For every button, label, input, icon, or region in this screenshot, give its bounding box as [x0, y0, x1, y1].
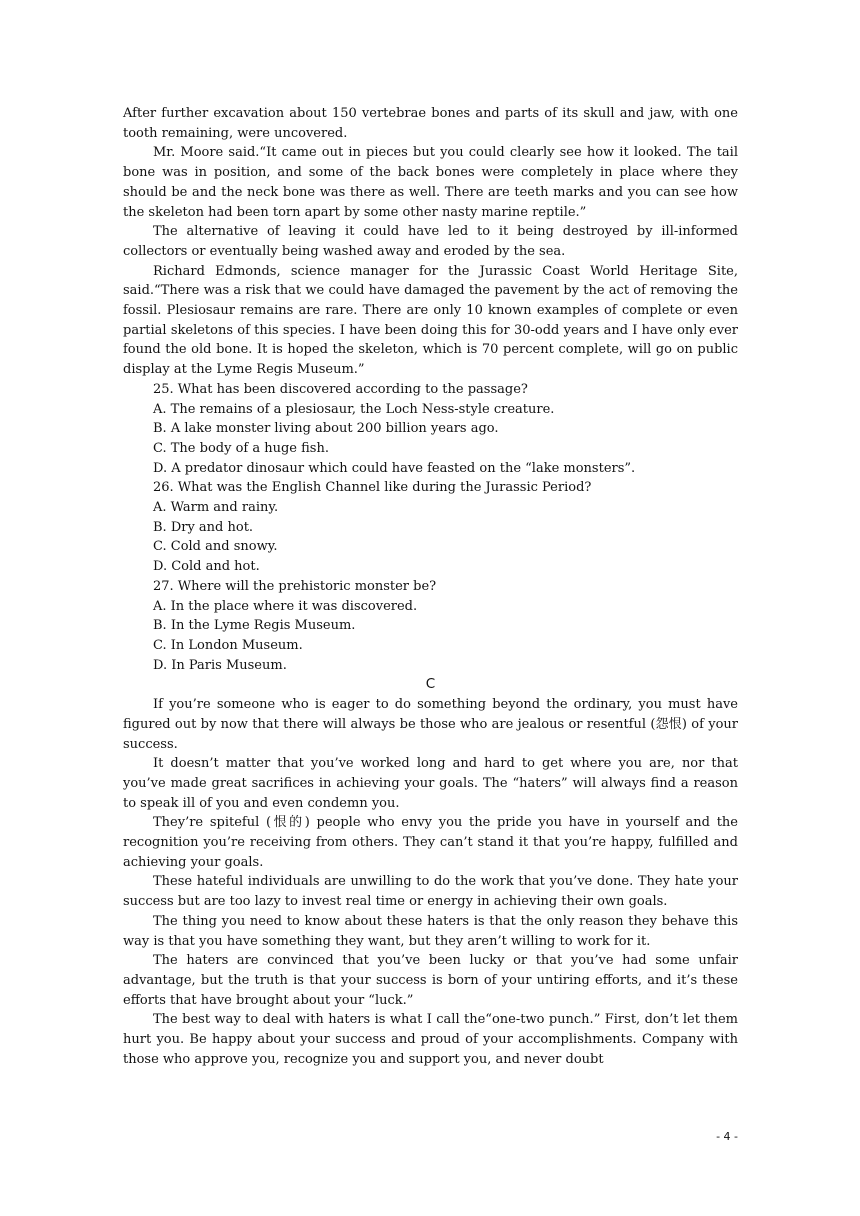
question-27 — [123, 577, 738, 676]
document-body — [123, 104, 738, 1069]
passage-b-paragraph-3: The alternative of leaving it could have led to it being destroyed by ill-informed collectors or eventually being washed away and eroded by the sea. — [123, 224, 738, 259]
section-heading: C — [425, 676, 436, 693]
question-stem: 27. Where will the prehistoric monster be? — [153, 578, 437, 594]
passage-c-paragraph-5: The thing you need to know about these haters is that the only reason they behave this way is that you have something they want, but they aren’t willing to work for it. — [123, 913, 738, 949]
question-option: A. The remains of a plesiosaur, the Loch Ness-style creature. — [153, 401, 555, 417]
question-option: B. Dry and hot. — [153, 519, 254, 535]
passage-c-paragraph-1: If you’re someone who is eager to do something beyond the ordinary, you must have figured out by now that there will always be those who are jealous or resentful (怨恨) of your success. — [123, 697, 738, 752]
question-26 — [123, 478, 738, 577]
question-stem: 25. What has been discovered according to the passage? — [153, 381, 528, 397]
passage-c-paragraph-7: The best way to deal with haters is what I call the“one-two punch.” First, don’t let them hurt you. Be happy about your success and proud of your accomplishments. Company with those who approve you, recognize you and support you, and never doubt — [123, 1012, 738, 1067]
question-option: D. A predator dinosaur which could have feasted on the “lake monsters”. — [153, 460, 636, 476]
question-option: B. A lake monster living about 200 billion years ago. — [153, 421, 499, 437]
question-option: A. Warm and rainy. — [153, 500, 279, 516]
question-option: D. Cold and hot. — [153, 559, 260, 575]
passage-c-paragraph-4: These hateful individuals are unwilling to do the work that you’ve done. They hate your success but are too lazy to invest real time or energy in achieving their own goals. — [123, 874, 738, 910]
question-25 — [123, 380, 738, 479]
passage-b-paragraph-4: Richard Edmonds, science manager for the Jurassic Coast World Heritage Site, said.“There was a risk that we could have damaged the pavement by the act of removing the fossil. Plesiosaur remains are rare. There are only 10 known examples of complete or even partial skeletons of this species. I have been doing this for 30-odd years and I have only ever found the old bone. It is hoped the skeleton, which is 70 percent complete, will go on public display at the Lyme Regis Museum.” — [123, 263, 738, 378]
passage-c-paragraph-6: The haters are convinced that you’ve been lucky or that you’ve had some unfair advantage, but the truth is that your success is born of your untiring efforts, and it’s these efforts that have brought about your “luck.” — [123, 953, 738, 1008]
question-option: A. In the place where it was discovered. — [153, 598, 418, 614]
question-option: C. The body of a huge fish. — [153, 440, 329, 456]
question-option: B. In the Lyme Regis Museum. — [153, 618, 356, 634]
question-option: C. In London Museum. — [153, 637, 303, 653]
question-stem: 26. What was the English Channel like during the Jurassic Period? — [153, 480, 592, 496]
page-number: - 4 - — [716, 1130, 738, 1143]
question-option: D. In Paris Museum. — [153, 657, 287, 673]
passage-c-paragraph-2: It doesn’t matter that you’ve worked long and hard to get where you are, nor that you’ve made great sacrifices in achieving your goals. The “haters” will always find a reason to speak ill of you and even condemn you. — [123, 756, 738, 811]
passage-b-paragraph-1: After further excavation about 150 vertebrae bones and parts of its skull and jaw, with one tooth remaining, were uncovered. — [123, 106, 738, 141]
question-option: C. Cold and snowy. — [153, 539, 278, 555]
passage-c-paragraph-3: They’re spiteful (恨的) people who envy you the pride you have in yourself and the recognition you’re receiving from others. They can’t stand it that you’re happy, fulfilled and achieving your goals. — [123, 815, 738, 870]
passage-b-paragraph-2: Mr. Moore said.“It came out in pieces but you could clearly see how it looked. The tail bone was in position, and some of the back bones were completely in place where they should be and the neck bone was there as well. There are teeth marks and you can see how the skeleton had been torn apart by some other nasty marine reptile.” — [123, 145, 738, 220]
